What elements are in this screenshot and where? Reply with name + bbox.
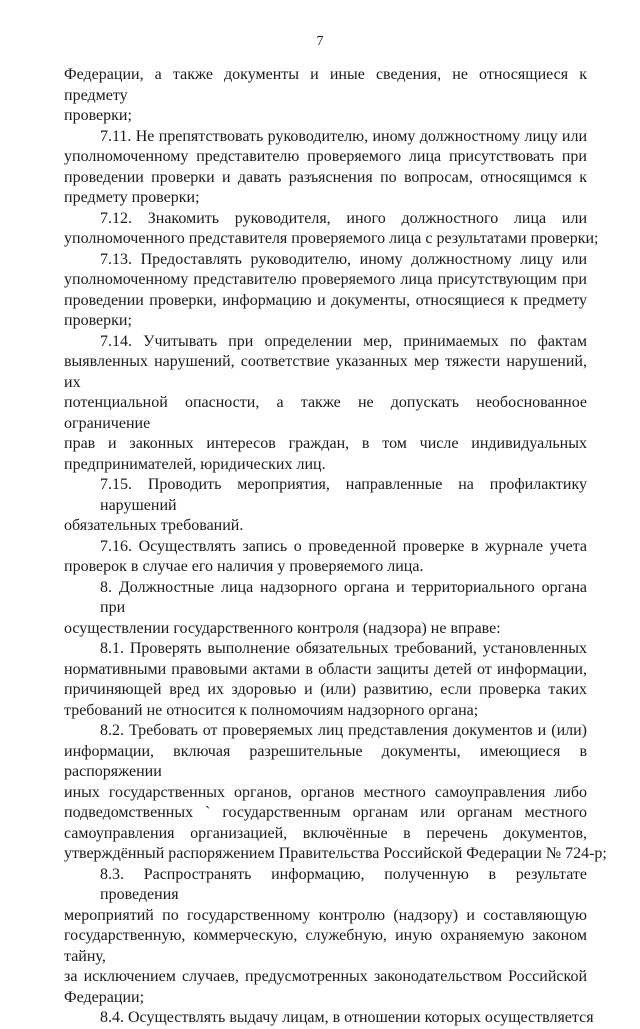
text-line: Федерации, а также документы и иные сведения, не относящиеся к предмету [64, 66, 587, 104]
text-line: уполномоченному представителю проверяемого лица присутствовать при [64, 148, 587, 165]
text-line: обязательных требований. [64, 517, 244, 534]
paragraph-p-8-2 [64, 721, 607, 865]
document-body [64, 65, 607, 1029]
paragraph-p-7-15 [64, 475, 587, 537]
text-line: 7.15. Проводить мероприятия, направленные на профилактику нарушений [100, 476, 587, 514]
text-line: нормативными правовыми актами в области защиты детей от информации, [64, 660, 587, 678]
paragraph-p-7-13 [64, 250, 587, 332]
text-line: проведении проверки, информацию и документы, относящиеся к предмету [64, 291, 587, 309]
text-line: за исключением случаев, предусмотренных законодательством Российской [64, 968, 587, 985]
text-line: 7.13. Предоставлять руководителю, иному должностному лицу или [100, 250, 587, 268]
text-line: проведении проверки и давать разъяснения по вопросам, относящимся к [64, 168, 587, 186]
paragraph-p-8-3 [64, 865, 587, 1009]
text-line: 8.4. Осуществлять выдачу лицам, в отношении которых осуществляется [100, 1009, 594, 1026]
paragraph-p-7-16 [64, 537, 587, 578]
text-line: 8.1. Проверять выполнение обязательных требований, установленных [100, 640, 587, 657]
text-line: 8.2. Требовать от проверяемых лиц представления документов и (или) [100, 722, 587, 739]
text-line: уполномоченному представителю проверяемого лица присутствующим при [64, 271, 587, 288]
text-line: 7.11. Не препятствовать руководителю, иному должностному лицу или [100, 127, 587, 145]
text-line: потенциальной опасности, а также не допускать необоснованное ограничение [64, 394, 587, 432]
text-line: 7.12. Знакомить руководителя, иного должностного лица или [100, 209, 587, 227]
text-line: 8.3. Распространять информацию, полученную в результате проведения [100, 865, 587, 903]
text-line: проверки; [64, 312, 132, 329]
text-line: предпринимателей, юридических лиц. [64, 455, 326, 473]
text-line: 7.14. Учитывать при определении мер, принимаемых по фактам [100, 332, 587, 350]
text-line: выявленных нарушений, соответствие указанных мер тяжести нарушений, их [64, 353, 587, 391]
page-number: 7 [316, 34, 324, 49]
text-line: мероприятий по государственному контролю (надзору) и составляющую [64, 906, 587, 924]
text-line: проверки; [64, 107, 132, 124]
text-line: требований не относится к полномочиям надзорного органа; [64, 701, 479, 719]
paragraph-p-7-12 [64, 209, 599, 250]
paragraph-p-8 [64, 578, 587, 640]
text-line: подведомственных ` государственным органам или органам местного [64, 804, 587, 821]
text-line: самоуправления организацией, включённые в перечень документов, [64, 824, 587, 842]
paragraph-p-7-11 [64, 127, 587, 209]
paragraph-p-8-4 [64, 1008, 594, 1029]
text-line: утверждённый распоряжением Правительства Российской Федерации № 724-р; [64, 845, 607, 862]
text-line: иных государственных органов, органов местного самоуправления либо [64, 783, 587, 801]
text-line: 7.16. Осуществлять запись о проведенной проверке в журнале учета [100, 537, 587, 555]
text-line: осуществлении государственного контроля (надзора) не вправе: [64, 619, 501, 637]
paragraph-p-cont [64, 65, 587, 127]
text-line: информации, включая разрешительные документы, имеющиеся в распоряжении [64, 742, 587, 780]
text-line: уполномоченного представителя проверяемого лица с результатами проверки; [64, 230, 599, 247]
text-line: причиняющей вред их здоровью и (или) развитию, если проверка таких [64, 681, 587, 698]
paragraph-p-7-14 [64, 332, 587, 476]
text-line: государственную, коммерческую, служебную, иную охраняемую законом тайну, [64, 927, 587, 965]
paragraph-p-8-1 [64, 639, 587, 721]
text-line: 8. Должностные лица надзорного органа и территориального органа при [100, 578, 587, 616]
text-line: прав и законных интересов граждан, в том числе индивидуальных [64, 435, 587, 452]
text-line: проверок в случае его наличия у проверяемого лица. [64, 558, 424, 575]
text-line: предмету проверки; [64, 189, 200, 206]
text-line: Федерации; [64, 988, 145, 1006]
